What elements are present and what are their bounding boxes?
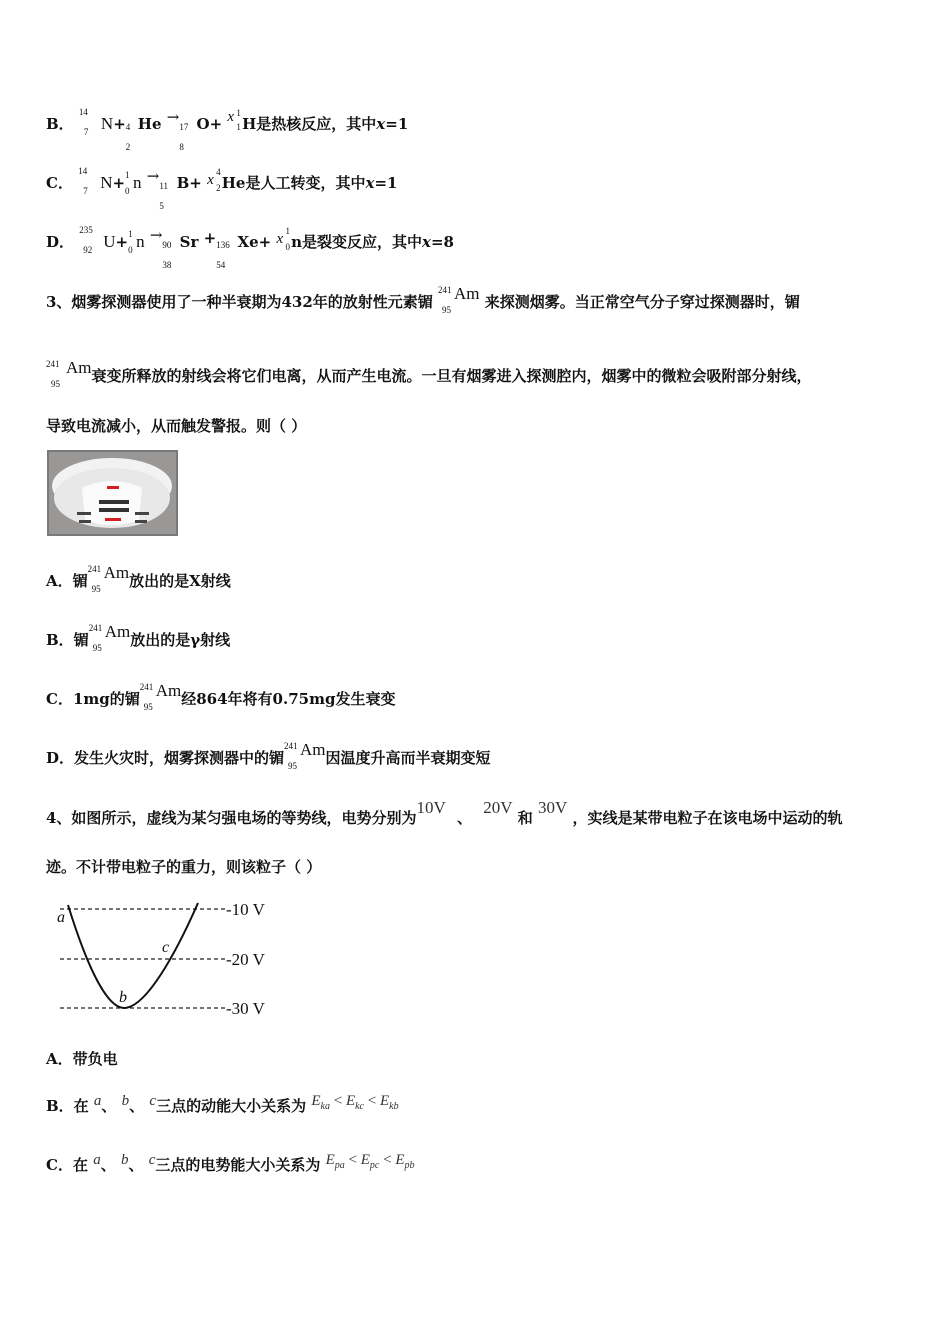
option-text: D．发生火灾时，烟雾探测器中的镅	[46, 749, 285, 767]
separator: 、	[101, 1097, 117, 1115]
question-text: 导致电流减小，从而触发警报。则（ ）	[46, 417, 307, 435]
option-value: =1	[385, 115, 409, 133]
question-text: 衰变所释放的射线会将它们电离，从而产生电流。一旦有烟雾进入探测腔内，烟雾中的微粒会吸附部分射线，	[91, 367, 812, 385]
element-symbol: Am	[454, 284, 480, 303]
mass-number: 235	[79, 225, 93, 235]
energy-symbol: E	[379, 1093, 390, 1109]
atomic-number: 95	[288, 761, 298, 771]
element-symbol: O+	[196, 115, 223, 133]
separator: 、	[128, 1156, 144, 1174]
smoke-detector-image	[47, 450, 178, 536]
mass-number: 241	[88, 623, 103, 633]
americium-241-isotope	[46, 358, 92, 389]
mass-number: 241	[139, 682, 154, 692]
question-text: 4、如图所示，虚线为某匀强电场的等势线，电势分别为	[46, 809, 417, 827]
atomic-number: 38	[162, 260, 172, 270]
mass-number: 14	[78, 166, 88, 176]
mass-number: 4	[125, 122, 131, 132]
option-text: 三点的动能大小关系为	[156, 1097, 307, 1115]
option-text: A．镅	[46, 572, 88, 590]
reaction-arrow: →	[166, 108, 180, 126]
element-symbol: He	[221, 174, 246, 192]
subscript: pc	[369, 1160, 380, 1171]
energy-symbol: E	[395, 1152, 405, 1168]
point-b: b	[121, 1093, 130, 1109]
atomic-number: 5	[159, 201, 164, 211]
mass-number: 4	[216, 167, 221, 177]
mass-number: 1	[285, 226, 290, 236]
reaction-arrow: →	[149, 226, 163, 244]
option-text: B．镅	[46, 631, 89, 649]
element-symbol: U	[103, 232, 116, 251]
q3-option-a	[46, 563, 231, 594]
unknown-x-isotope	[207, 167, 222, 194]
q3-option-c	[46, 681, 396, 712]
americium-241-isotope	[438, 284, 480, 315]
particle-trajectory	[68, 903, 198, 1008]
atomic-number: 1	[236, 122, 241, 132]
atomic-number: 7	[83, 186, 88, 196]
point-a: a	[93, 1152, 101, 1168]
option-text: 是人工转变，其中	[245, 174, 366, 192]
less-than: <	[329, 1093, 346, 1109]
option-text: C．1mg的镅	[46, 690, 140, 708]
plus-sign: +	[113, 115, 126, 133]
option-text: 是裂变反应，其中	[302, 233, 423, 251]
option-text: 三点的电势能大小关系为	[155, 1156, 321, 1174]
unknown-x-isotope	[276, 226, 291, 253]
atomic-number: 95	[91, 584, 101, 594]
mass-number: 136	[216, 240, 230, 250]
less-than: <	[379, 1152, 396, 1168]
q4-option-a	[46, 1049, 118, 1069]
subscript: ka	[320, 1101, 330, 1112]
option-label: D．	[46, 233, 75, 251]
subscript: pa	[334, 1160, 345, 1171]
plus-sign: +	[203, 229, 217, 247]
variable-x: x	[276, 231, 284, 247]
q4-option-c	[46, 1152, 415, 1182]
americium-241-isotope	[87, 563, 130, 594]
americium-241-isotope	[88, 622, 131, 653]
mass-number: 241	[438, 285, 452, 295]
atomic-number: 0	[128, 245, 133, 255]
voltage-value: 30V	[537, 798, 568, 817]
element-symbol: Xe+	[237, 233, 272, 251]
element-symbol: He	[137, 115, 162, 133]
neutron-isotope	[125, 170, 142, 196]
q3-stem-line-3	[46, 416, 306, 436]
kinetic-energy-relation	[311, 1093, 399, 1112]
mass-number: 17	[179, 122, 189, 132]
option-value: =1	[374, 174, 398, 192]
atomic-number: 0	[285, 242, 290, 252]
variable-x: x	[227, 109, 235, 125]
q4-option-b	[46, 1093, 399, 1123]
uranium-235-isotope	[79, 225, 116, 255]
voltage-value: 20V	[483, 798, 513, 817]
americium-241-isotope	[284, 740, 326, 771]
option-text: 放出的是γ射线	[130, 631, 231, 649]
option-text: 放出的是X射线	[129, 572, 231, 590]
reaction-arrow: →	[146, 167, 160, 185]
atomic-number: 7	[83, 127, 89, 137]
option-value: =8	[430, 233, 454, 251]
point-a: a	[93, 1093, 102, 1109]
potential-energy-relation	[325, 1152, 415, 1171]
mass-number: 241	[46, 359, 60, 369]
separator: 、	[129, 1097, 145, 1115]
atomic-number: 54	[216, 260, 226, 270]
subscript: kc	[355, 1101, 364, 1112]
neutron-isotope	[128, 229, 145, 255]
atomic-number: 95	[92, 643, 102, 653]
mass-number: 11	[159, 181, 169, 191]
plus-sign: +	[115, 233, 129, 251]
mass-number: 241	[284, 741, 298, 751]
subscript: kb	[389, 1101, 399, 1112]
element-symbol: n	[291, 233, 303, 251]
element-symbol: Am	[103, 563, 130, 582]
potential-label-mid: -20 V	[226, 950, 265, 969]
option-text: 因温度升高而半衰期变短	[325, 749, 491, 767]
q4-stem-line-1	[46, 798, 843, 828]
q3-stem-line-1	[46, 284, 800, 315]
question-text: 迹。不计带电粒子的重力，则该粒子（ ）	[46, 858, 322, 876]
option-text: B．在	[46, 1097, 89, 1115]
question-text: 来探测烟雾。当正常空气分子穿过探测器时，镅	[484, 293, 800, 311]
equipotential-diagram	[56, 893, 278, 1018]
energy-symbol: E	[325, 1152, 335, 1168]
conjunction: 和	[517, 809, 533, 827]
option-text: C．在	[46, 1156, 88, 1174]
atomic-number: 95	[442, 305, 451, 315]
atomic-number: 2	[125, 142, 131, 152]
separator: 、	[456, 809, 472, 827]
element-symbol: N	[100, 114, 114, 133]
point-a-label: a	[57, 909, 65, 926]
variable-x: x	[365, 174, 375, 192]
element-symbol: n	[136, 232, 145, 251]
option-text: A．带负电	[46, 1050, 118, 1068]
point-c: c	[149, 1093, 157, 1109]
element-symbol: H	[242, 115, 257, 133]
point-c: c	[148, 1152, 156, 1168]
q3-option-b	[46, 622, 231, 653]
variable-x: x	[376, 115, 386, 133]
q3-stem-line-2	[46, 358, 812, 389]
atomic-number: 8	[179, 142, 184, 152]
plus-sign: +	[112, 174, 126, 192]
separator: 、	[100, 1156, 116, 1174]
mass-number: 1	[236, 108, 241, 118]
subscript: pb	[404, 1160, 415, 1171]
atomic-number: 95	[51, 379, 60, 389]
nitrogen-14-isotope	[78, 166, 113, 196]
point-c-label: c	[162, 939, 170, 956]
point-b-label: b	[119, 989, 127, 1006]
atomic-number: 0	[125, 186, 130, 196]
potential-label-bot: -30 V	[226, 999, 265, 1018]
element-symbol: Am	[300, 740, 326, 759]
variable-x: x	[422, 233, 431, 251]
element-symbol: Am	[155, 681, 182, 700]
mass-number: 1	[128, 229, 133, 239]
point-b: b	[120, 1152, 129, 1168]
element-symbol: Sr	[179, 233, 199, 251]
potential-label-top: -10 V	[226, 900, 265, 919]
q2-option-b	[46, 107, 409, 152]
americium-241-isotope	[139, 681, 182, 712]
voltage-value: 10V	[416, 798, 446, 817]
atomic-number: 2	[216, 183, 221, 193]
element-symbol: n	[133, 173, 142, 192]
variable-x: x	[207, 172, 214, 188]
element-symbol: N	[100, 173, 113, 192]
mass-number: 90	[162, 240, 172, 250]
mass-number: 14	[78, 107, 88, 117]
element-symbol: B+	[176, 174, 202, 192]
less-than: <	[364, 1093, 380, 1109]
atomic-number: 92	[83, 245, 93, 255]
element-symbol: Am	[104, 622, 131, 641]
q2-option-d	[46, 225, 454, 270]
element-symbol: Am	[66, 358, 92, 377]
nitrogen-14-isotope	[78, 107, 114, 137]
q4-stem-line-2	[46, 857, 321, 877]
option-label: C．	[46, 174, 73, 192]
energy-symbol: E	[311, 1093, 321, 1109]
option-text: 是热核反应，其中	[256, 115, 377, 133]
energy-symbol: E	[345, 1093, 356, 1109]
option-label: B．	[46, 115, 74, 133]
question-text: 3、烟雾探测器使用了一种半衰期为432年的放射性元素镅	[46, 293, 433, 311]
q3-option-d	[46, 740, 491, 771]
atomic-number: 95	[143, 702, 153, 712]
option-text: 经864年将有0.75mg发生衰变	[181, 690, 396, 708]
mass-number: 1	[125, 170, 130, 180]
mass-number: 241	[87, 564, 102, 574]
unknown-x-isotope	[227, 108, 242, 135]
question-text: ，实线是某带电粒子在该电场中运动的轨	[572, 809, 843, 827]
q2-option-c	[46, 166, 398, 211]
energy-symbol: E	[360, 1152, 370, 1168]
less-than: <	[344, 1152, 361, 1168]
